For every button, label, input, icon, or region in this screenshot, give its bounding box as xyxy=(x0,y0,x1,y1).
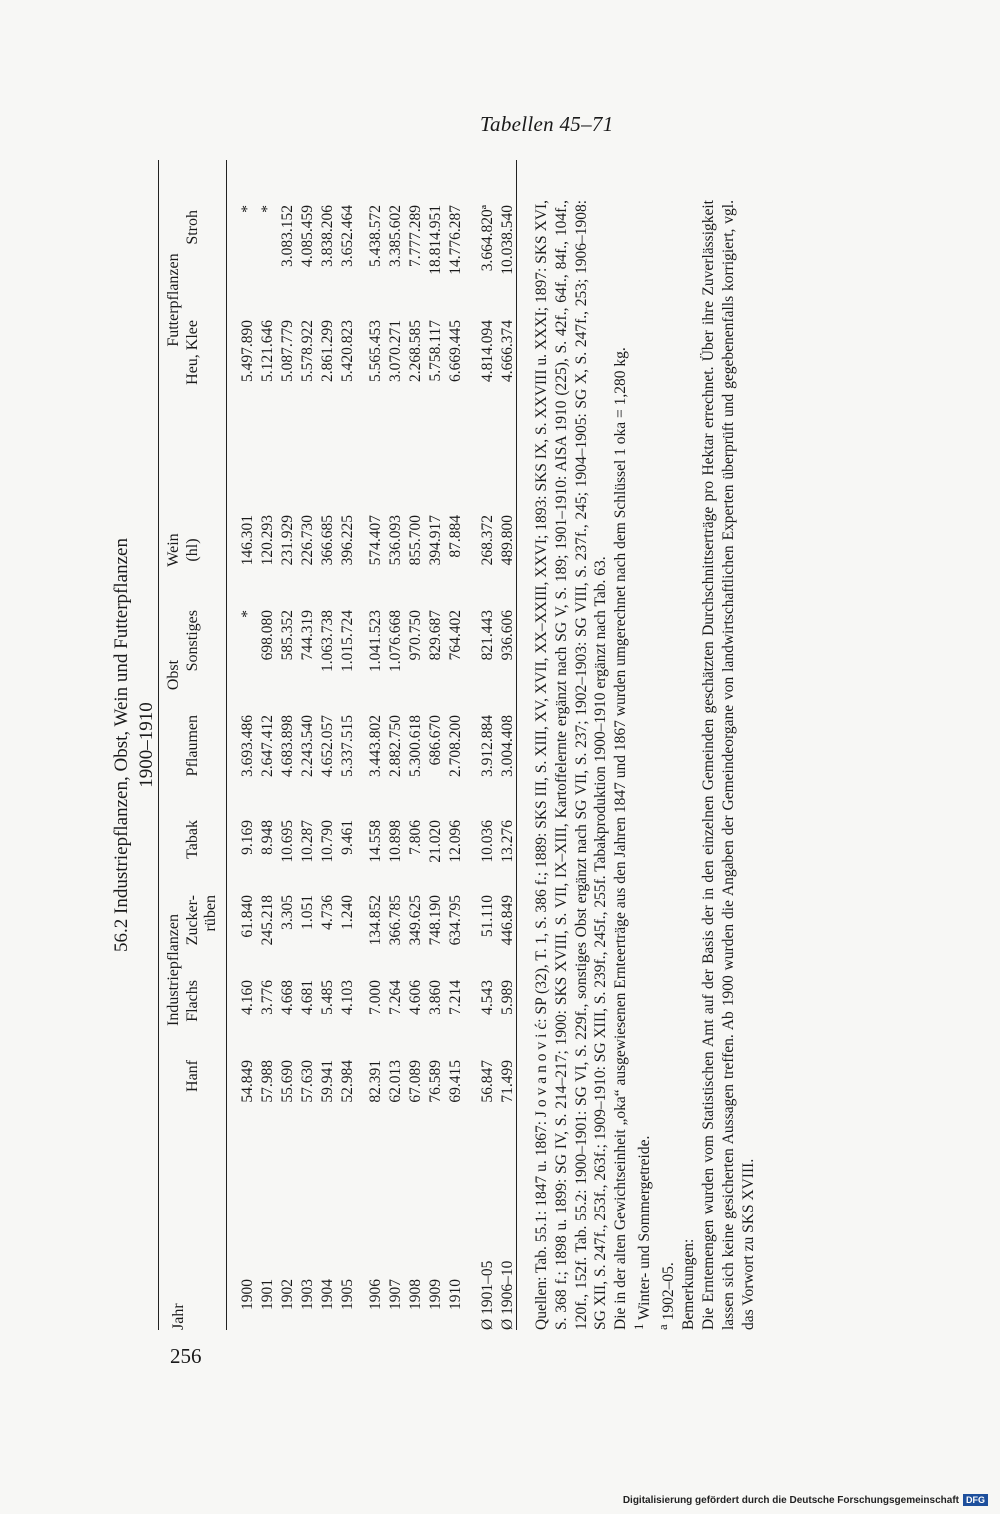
cell-pflaumen: 3.693.486 xyxy=(239,715,256,777)
cell-tabak: 21.020 xyxy=(427,820,444,863)
cell-heu: 5.497.890 xyxy=(239,320,256,382)
cell-flachs: 4.103 xyxy=(339,980,356,1015)
cell-jahr: 1908 xyxy=(407,1279,424,1310)
cell-zucker: 634.795 xyxy=(447,895,464,946)
table-title-line1: 56.2 Industriepflanzen, Obst, Wein und Futterpflanzen xyxy=(111,538,132,952)
cell-stroh: * xyxy=(239,205,256,213)
cell-zucker: 4.736 xyxy=(319,895,336,930)
cell-flachs: 4.160 xyxy=(239,980,256,1015)
cell-hanf: 59.941 xyxy=(319,1060,336,1103)
cell-flachs: 5.989 xyxy=(499,980,516,1015)
cell-wein: 146.301 xyxy=(239,515,256,566)
cell-jahr: 1907 xyxy=(387,1279,404,1310)
cell-stroh: 18.814.951 xyxy=(427,205,444,275)
footnote-1-mark: 1 xyxy=(631,1323,647,1330)
cell-tabak: 10.695 xyxy=(279,820,296,863)
cell-tabak: 9.169 xyxy=(239,820,256,855)
cell-zucker: 134.852 xyxy=(367,895,384,946)
col-head-heu-klee: Heu, Klee xyxy=(184,320,201,385)
cell-sonstiges: 829.687 xyxy=(427,610,444,661)
cell-sonstiges: 821.443 xyxy=(479,610,496,661)
cell-wein: 120.293 xyxy=(259,515,276,566)
cell-stroh: 3.664.820ª xyxy=(479,205,496,272)
cell-hanf: 57.988 xyxy=(259,1060,276,1103)
cell-zucker: 61.840 xyxy=(239,895,256,938)
cell-stroh: 4.085.459 xyxy=(299,205,316,267)
cell-jahr: 1900 xyxy=(239,1279,256,1310)
cell-jahr: 1905 xyxy=(339,1279,356,1310)
bemerkungen-label: Bemerkungen: xyxy=(680,1238,698,1330)
cell-sonstiges: 764.402 xyxy=(447,610,464,661)
cell-tabak: 10.036 xyxy=(479,820,496,863)
cell-zucker: 3.305 xyxy=(279,895,296,930)
col-head-flachs: Flachs xyxy=(184,980,201,1022)
cell-sonstiges: 585.352 xyxy=(279,610,296,661)
cell-sonstiges: * xyxy=(239,610,256,618)
table-row xyxy=(258,160,278,1330)
table-row xyxy=(478,160,498,1330)
cell-jahr: 1901 xyxy=(259,1279,276,1310)
cell-pflaumen: 3.004.408 xyxy=(499,715,516,777)
cell-zucker: 446.849 xyxy=(499,895,516,946)
cell-tabak: 9.461 xyxy=(339,820,356,855)
col-head-zucker-line1: Zucker- xyxy=(184,895,201,946)
cell-pflaumen: 4.652.057 xyxy=(319,715,336,777)
col-head-pflaumen: Pflaumen xyxy=(184,715,201,777)
cell-jahr: 1910 xyxy=(447,1279,464,1310)
group-head-wein: Wein xyxy=(165,533,182,567)
cell-jahr: 1906 xyxy=(367,1279,384,1310)
cell-pflaumen: 3.912.884 xyxy=(479,715,496,777)
cell-stroh: * xyxy=(259,205,276,213)
cell-hanf: 52.984 xyxy=(339,1060,356,1103)
cell-stroh: 7.777.289 xyxy=(407,205,424,267)
cell-heu: 5.578.922 xyxy=(299,320,316,382)
page-number: 256 xyxy=(170,1344,202,1368)
table-top-rule xyxy=(158,160,159,1330)
cell-jahr: 1904 xyxy=(319,1279,336,1310)
cell-heu: 3.070.271 xyxy=(387,320,404,382)
cell-wein: 366.685 xyxy=(319,515,336,566)
cell-tabak: 7.806 xyxy=(407,820,424,855)
oka-note: Die in der alten Gewichtseinheit „oka“ ausgewiesenen Ernteerträge aus den Jahren 1847 und 1867 wurden umgerechnet nach dem Schlüssel 1 oka = 1,280 kg. xyxy=(612,347,630,1330)
cell-flachs: 4.681 xyxy=(299,980,316,1015)
cell-jahr: 1902 xyxy=(279,1279,296,1310)
col-head-jahr: Jahr xyxy=(170,1303,187,1330)
cell-pflaumen: 2.882.750 xyxy=(387,715,404,777)
table-row xyxy=(318,160,338,1330)
cell-sonstiges: 744.319 xyxy=(299,610,316,661)
table-notes xyxy=(532,200,758,1330)
cell-heu: 4.814.094 xyxy=(479,320,496,382)
table-header-rule xyxy=(226,160,227,1330)
cell-flachs: 4.543 xyxy=(479,980,496,1015)
cell-hanf: 67.089 xyxy=(407,1060,424,1103)
cell-hanf: 57.630 xyxy=(299,1060,316,1103)
table-title-line2: 1900–1910 xyxy=(135,702,157,788)
col-head-zuckerrueben xyxy=(184,895,221,975)
cell-flachs: 3.776 xyxy=(259,980,276,1015)
cell-pflaumen: 2.647.412 xyxy=(259,715,276,777)
cell-flachs: 7.214 xyxy=(447,980,464,1015)
cell-pflaumen: 4.683.898 xyxy=(279,715,296,777)
col-head-tabak: Tabak xyxy=(184,820,201,859)
group-head-futterpflanzen: Futterpflanzen xyxy=(165,253,182,347)
cell-hanf: 62.013 xyxy=(387,1060,404,1103)
cell-wein: 268.372 xyxy=(479,515,496,566)
cell-jahr: 1909 xyxy=(427,1279,444,1310)
cell-flachs: 3.860 xyxy=(427,980,444,1015)
cell-tabak: 8.948 xyxy=(259,820,276,855)
footnote-1-text: Winter- und Sommergetreide. xyxy=(636,1135,654,1320)
cell-heu: 2.268.585 xyxy=(407,320,424,382)
cell-hanf: 69.415 xyxy=(447,1060,464,1103)
footnote-1 xyxy=(631,200,655,1330)
cell-pflaumen: 3.443.802 xyxy=(367,715,384,777)
group-head-obst: Obst xyxy=(165,659,182,691)
table-title xyxy=(110,160,159,1330)
rotated-page-content xyxy=(111,160,1000,1330)
cell-hanf: 82.391 xyxy=(367,1060,384,1103)
cell-wein: 231.929 xyxy=(279,515,296,566)
cell-heu: 5.565.453 xyxy=(367,320,384,382)
table-row xyxy=(238,160,258,1330)
dfg-logo: DFG xyxy=(963,1494,988,1506)
cell-wein: 574.407 xyxy=(367,515,384,566)
credit-text: Digitalisierung gefördert durch die Deutsche Forschungsgemeinschaft xyxy=(622,1494,959,1506)
cell-sonstiges: 1.063.738 xyxy=(319,610,336,672)
table-row xyxy=(498,160,518,1330)
cell-jahr: Ø 1906–10 xyxy=(499,1260,516,1330)
cell-wein: 489.800 xyxy=(499,515,516,566)
cell-zucker: 748.190 xyxy=(427,895,444,946)
cell-tabak: 10.898 xyxy=(387,820,404,863)
cell-heu: 5.087.779 xyxy=(279,320,296,382)
running-head: Tabellen 45–71 xyxy=(480,112,614,136)
cell-stroh: 5.438.572 xyxy=(367,205,384,267)
cell-zucker: 1.240 xyxy=(339,895,356,930)
cell-stroh: 3.083.152 xyxy=(279,205,296,267)
cell-flachs: 5.485 xyxy=(319,980,336,1015)
group-head-industriepflanzen: Industriepflanzen xyxy=(165,914,182,1026)
cell-hanf: 76.589 xyxy=(427,1060,444,1103)
cell-hanf: 56.847 xyxy=(479,1060,496,1103)
cell-sonstiges: 1.015.724 xyxy=(339,610,356,672)
cell-flachs: 7.000 xyxy=(367,980,384,1015)
cell-sonstiges: 1.041.523 xyxy=(367,610,384,672)
cell-pflaumen: 5.300.618 xyxy=(407,715,424,777)
table-row xyxy=(406,160,426,1330)
cell-heu: 5.121.646 xyxy=(259,320,276,382)
col-head-sonstiges: Sonstiges xyxy=(184,610,201,672)
cell-sonstiges: 1.076.668 xyxy=(387,610,404,672)
digitization-credit xyxy=(623,1494,988,1506)
cell-stroh: 10.038.540 xyxy=(499,205,516,275)
cell-tabak: 14.558 xyxy=(367,820,384,863)
cell-hanf: 71.499 xyxy=(499,1060,516,1103)
table-bottom-rule xyxy=(516,160,517,1330)
cell-tabak: 13.276 xyxy=(499,820,516,863)
cell-hanf: 55.690 xyxy=(279,1060,296,1103)
table-row xyxy=(278,160,298,1330)
cell-wein: 226.730 xyxy=(299,515,316,566)
bemerkungen-text: Die Erntemengen wurden vom Statistischen Amt auf der Basis der in den einzelnen Gemeinden geschätzten Durchschnittserträge pro Hektar errechnet. Über ihre Zuverlässigkeit lassen sich keine gesicherten Aussagen treffen. Ab 1900 wurden die Angaben der Gemeindeorgane von landwirtschaftlichen Experten überprüft und gegebenenfalls korrigiert, vgl. das Vorwort zu SKS XVIII. xyxy=(699,200,757,1330)
footnote-a-mark: a xyxy=(655,1324,671,1330)
footnote-a-text: 1902–05. xyxy=(660,1262,678,1321)
table-row xyxy=(366,160,386,1330)
cell-pflaumen: 2.708.200 xyxy=(447,715,464,777)
col-head-stroh: Stroh xyxy=(184,210,201,245)
cell-stroh: 3.652.464 xyxy=(339,205,356,267)
cell-heu: 4.666.374 xyxy=(499,320,516,382)
cell-jahr: Ø 1901–05 xyxy=(479,1260,496,1330)
cell-heu: 6.669.445 xyxy=(447,320,464,382)
table-row xyxy=(338,160,358,1330)
cell-zucker: 1.051 xyxy=(299,895,316,930)
table-row xyxy=(298,160,318,1330)
cell-tabak: 10.287 xyxy=(299,820,316,863)
cell-hanf: 54.849 xyxy=(239,1060,256,1103)
cell-zucker: 51.110 xyxy=(479,895,496,938)
table-row xyxy=(386,160,406,1330)
cell-tabak: 12.096 xyxy=(447,820,464,863)
col-head-wein-unit: (hl) xyxy=(184,538,201,562)
cell-sonstiges: 970.750 xyxy=(407,610,424,661)
quellen-label: Quellen: xyxy=(533,1276,550,1330)
cell-wein: 396.225 xyxy=(339,515,356,566)
cell-wein: 855.700 xyxy=(407,515,424,566)
cell-stroh: 3.838.206 xyxy=(319,205,336,267)
cell-flachs: 4.606 xyxy=(407,980,424,1015)
cell-wein: 87.884 xyxy=(447,515,464,558)
quellen-text: Tab. 55.1: 1847 u. 1867: J o v a n o v i ć: SP (32), T. 1, S. 386 f.; 1889: SKS III, S. XIII, XV, XVII, XX–XXIII, XXVI; 1893: SKS IX, S. XXVIII u. XXXI; 1897: SKS XVI, S. 368 f.; 1898 u. 1899: SG IV, S. 214–217; 1900: SKS XVIII, S. VII, IX–XIII, Kartoffelernte ergänzt nach SG V, S. 189; 1901–1910: AISA 1910 (225), S. 42f., 64f., 84f., 104f., 120f., 152f. Tab. 55.2: 1900–1901: SG VI, S. 229f., sonstiges Obst ergänzt nach SG VII, S. 237; 1902–1903: SG VIII, S. 237f., 245; 1904–1905: SG X, S. 247f., 253; 1906–1908: SG XII, S. 247f., 253f., 263f.; 1909–1910: SG XIII, S. 239f., 245f., 255f. Tabakproduktion 1900–1910 ergänzt nach Tab. 63. xyxy=(533,200,610,1330)
cell-jahr: 1903 xyxy=(299,1279,316,1310)
cell-zucker: 349.625 xyxy=(407,895,424,946)
table-row xyxy=(446,160,466,1330)
cell-wein: 536.093 xyxy=(387,515,404,566)
cell-pflaumen: 686.670 xyxy=(427,715,444,766)
col-head-hanf: Hanf xyxy=(184,1060,201,1092)
cell-heu: 2.861.299 xyxy=(319,320,336,382)
quellen-paragraph xyxy=(532,200,611,1330)
cell-zucker: 366.785 xyxy=(387,895,404,946)
cell-stroh: 3.385.602 xyxy=(387,205,404,267)
table-row xyxy=(426,160,446,1330)
cell-pflaumen: 2.243.540 xyxy=(299,715,316,777)
cell-pflaumen: 5.337.515 xyxy=(339,715,356,777)
footnote-a xyxy=(655,200,679,1330)
cell-wein: 394.917 xyxy=(427,515,444,566)
cell-heu: 5.758.117 xyxy=(427,320,444,382)
cell-tabak: 10.790 xyxy=(319,820,336,863)
cell-zucker: 245.218 xyxy=(259,895,276,946)
cell-sonstiges: 936.606 xyxy=(499,610,516,661)
col-head-zucker-line2: rüben xyxy=(202,895,220,932)
cell-flachs: 7.264 xyxy=(387,980,404,1015)
cell-flachs: 4.668 xyxy=(279,980,296,1015)
cell-heu: 5.420.823 xyxy=(339,320,356,382)
cell-stroh: 14.776.287 xyxy=(447,205,464,275)
cell-sonstiges: 698.080 xyxy=(259,610,276,661)
